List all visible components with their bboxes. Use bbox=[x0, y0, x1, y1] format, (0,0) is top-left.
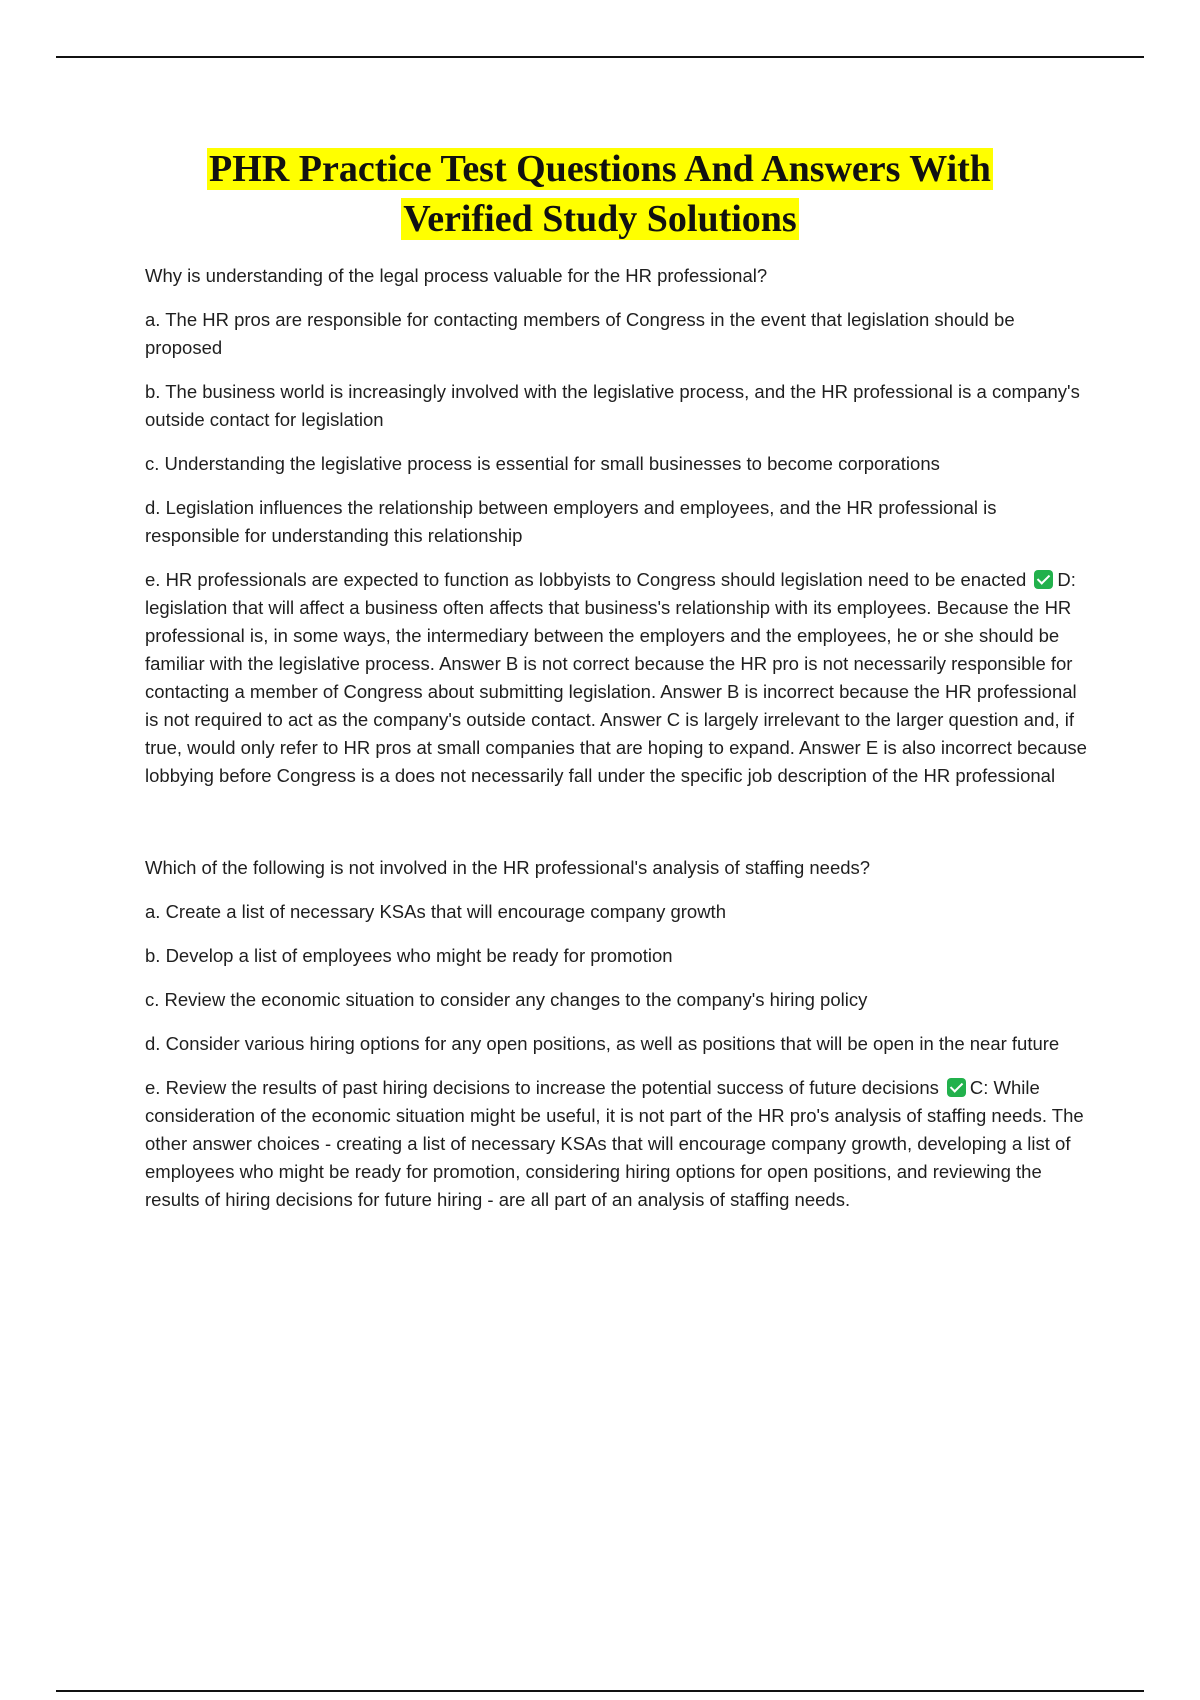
question-text: Which of the following is not involved in the HR professional's analysis of staffing needs? bbox=[145, 857, 871, 878]
section-spacer bbox=[145, 806, 1090, 854]
option-b: b. Develop a list of employees who might be ready for promotion bbox=[145, 945, 673, 966]
answer-explanation: D: legislation that will affect a business often affects that business's relationship with its employees. Because the HR professional is, in some ways, the intermediary between the employers and the employees, he or she should be familiar with the legislative process. Answer B is not correct because the HR pro is not necessarily responsible for contacting a member of Congress about submitting legislation. Answer B is incorrect because the HR professional is not required to act as the company's outside contact. Answer C is largely irrelevant to the larger question and, if true, would only refer to HR pros at small companies that are hoping to expand. Answer E is also incorrect because lobbying before Congress is a does not necessarily fall under the specific job description of the HR professional bbox=[145, 569, 1087, 786]
option-e: e. Review the results of past hiring decisions to increase the potential success of future decisions bbox=[145, 1077, 939, 1098]
option-a: a. The HR pros are responsible for contacting members of Congress in the event that legislation should be proposed bbox=[145, 309, 1015, 358]
option-d: d. Consider various hiring options for any open positions, as well as positions that will be open in the near future bbox=[145, 1033, 1060, 1054]
check-icon bbox=[1034, 570, 1053, 589]
option-e-with-answer bbox=[145, 1074, 1090, 1214]
option-e: e. HR professionals are expected to function as lobbyists to Congress should legislation need to be enacted bbox=[145, 569, 1027, 590]
question-block-1 bbox=[145, 262, 1090, 790]
check-icon bbox=[947, 1078, 966, 1097]
option-b: b. The business world is increasingly involved with the legislative process, and the HR professional is a company's outside contact for legislation bbox=[145, 381, 1080, 430]
document-body bbox=[145, 262, 1090, 1230]
question-text: Why is understanding of the legal process valuable for the HR professional? bbox=[145, 265, 768, 286]
question-block-2 bbox=[145, 854, 1090, 1214]
header-rule bbox=[56, 56, 1144, 58]
option-c: c. Review the economic situation to consider any changes to the company's hiring policy bbox=[145, 989, 868, 1010]
option-c: c. Understanding the legislative process is essential for small businesses to become corporations bbox=[145, 453, 940, 474]
title-line-1: PHR Practice Test Questions And Answers With bbox=[209, 148, 991, 190]
answer-explanation: C: While consideration of the economic situation might be useful, it is not part of the HR pro's analysis of staffing needs. The other answer choices - creating a list of necessary KSAs that will encourage company growth, developing a list of employees who might be ready for promotion, considering hiring options for open positions, and reviewing the results of hiring decisions for future hiring - are all part of an analysis of staffing needs. bbox=[145, 1077, 1084, 1210]
document-title bbox=[100, 144, 1100, 244]
footer-rule bbox=[56, 1690, 1144, 1692]
option-d: d. Legislation influences the relationship between employers and employees, and the HR professional is responsible for understanding this relationship bbox=[145, 497, 997, 546]
option-e-with-answer bbox=[145, 566, 1090, 790]
title-line-2: Verified Study Solutions bbox=[403, 198, 797, 240]
option-a: a. Create a list of necessary KSAs that will encourage company growth bbox=[145, 901, 726, 922]
